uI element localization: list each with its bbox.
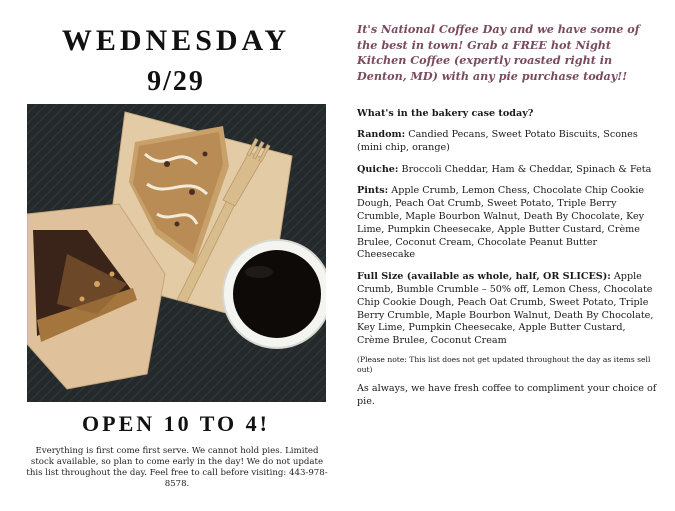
update-note: (Please note: This list does not get updated throughout the day as items sell out) — [357, 354, 651, 374]
category-label: Full Size (available as whole, half, OR SLICES): — [357, 271, 611, 283]
bakery-photo — [27, 104, 326, 402]
category-items: Apple Crumb, Lemon Chess, Chocolate Chip Cookie Dough, Peach Oat Crumb, Sweet Potato, Triple Berry Crumble, Maple Bourbon Walnut, Death By Chocolate, Key Lime, Pumpkin Cheesecake, Apple Butter Custard, Crème Brulee, Coconut Cream, Chocolate Peanut Butter Cheesecake — [357, 185, 645, 261]
category-pints — [357, 185, 657, 262]
case-heading: What's in the bakery case today? — [357, 108, 534, 119]
category-full-size — [357, 271, 657, 348]
closing-text: As always, we have fresh coffee to compliment your choice of pie. — [357, 382, 657, 407]
category-items: Apple Crumb, Bumble Crumble – 50% off, Lemon Chess, Chocolate Chip Cookie Dough, Peach Oat Crumb, Sweet Potato, Triple Berry Crumble, Maple Bourbon Walnut, Death By Chocolate, Key Lime, Pumpkin Cheesecake, Apple Butter Custard, Crème Brulee, Coconut Cream — [357, 271, 654, 347]
category-label: Random: — [357, 129, 406, 140]
category-label: Pints: — [357, 185, 389, 197]
date-heading: 9/29 — [147, 66, 205, 97]
category-items: Broccoli Cheddar, Ham & Cheddar, Spinach & Feta — [401, 163, 652, 175]
category-quiche — [357, 164, 657, 177]
category-random — [357, 129, 657, 155]
day-title: WEDNESDAY — [61, 24, 291, 57]
right-column — [357, 22, 657, 409]
category-label: Quiche: — [357, 163, 399, 175]
category-items: Candied Pecans, Sweet Potato Biscuits, Scones (mini chip, orange) — [357, 129, 638, 153]
fine-print: Everything is first come first serve. We cannot hold pies. Limited stock available, so plan to come early in the day! We do not update this list throughout the day. Feel free to call before visiting: 443-978-8578. — [26, 446, 328, 489]
hours-banner: OPEN 10 TO 4! — [82, 411, 270, 436]
promo-text: It's National Coffee Day and we have some of the best in town! Grab a FREE hot Night Kitchen Coffee (expertly roasted right in Denton, MD) with any pie purchase today!! — [357, 22, 640, 83]
